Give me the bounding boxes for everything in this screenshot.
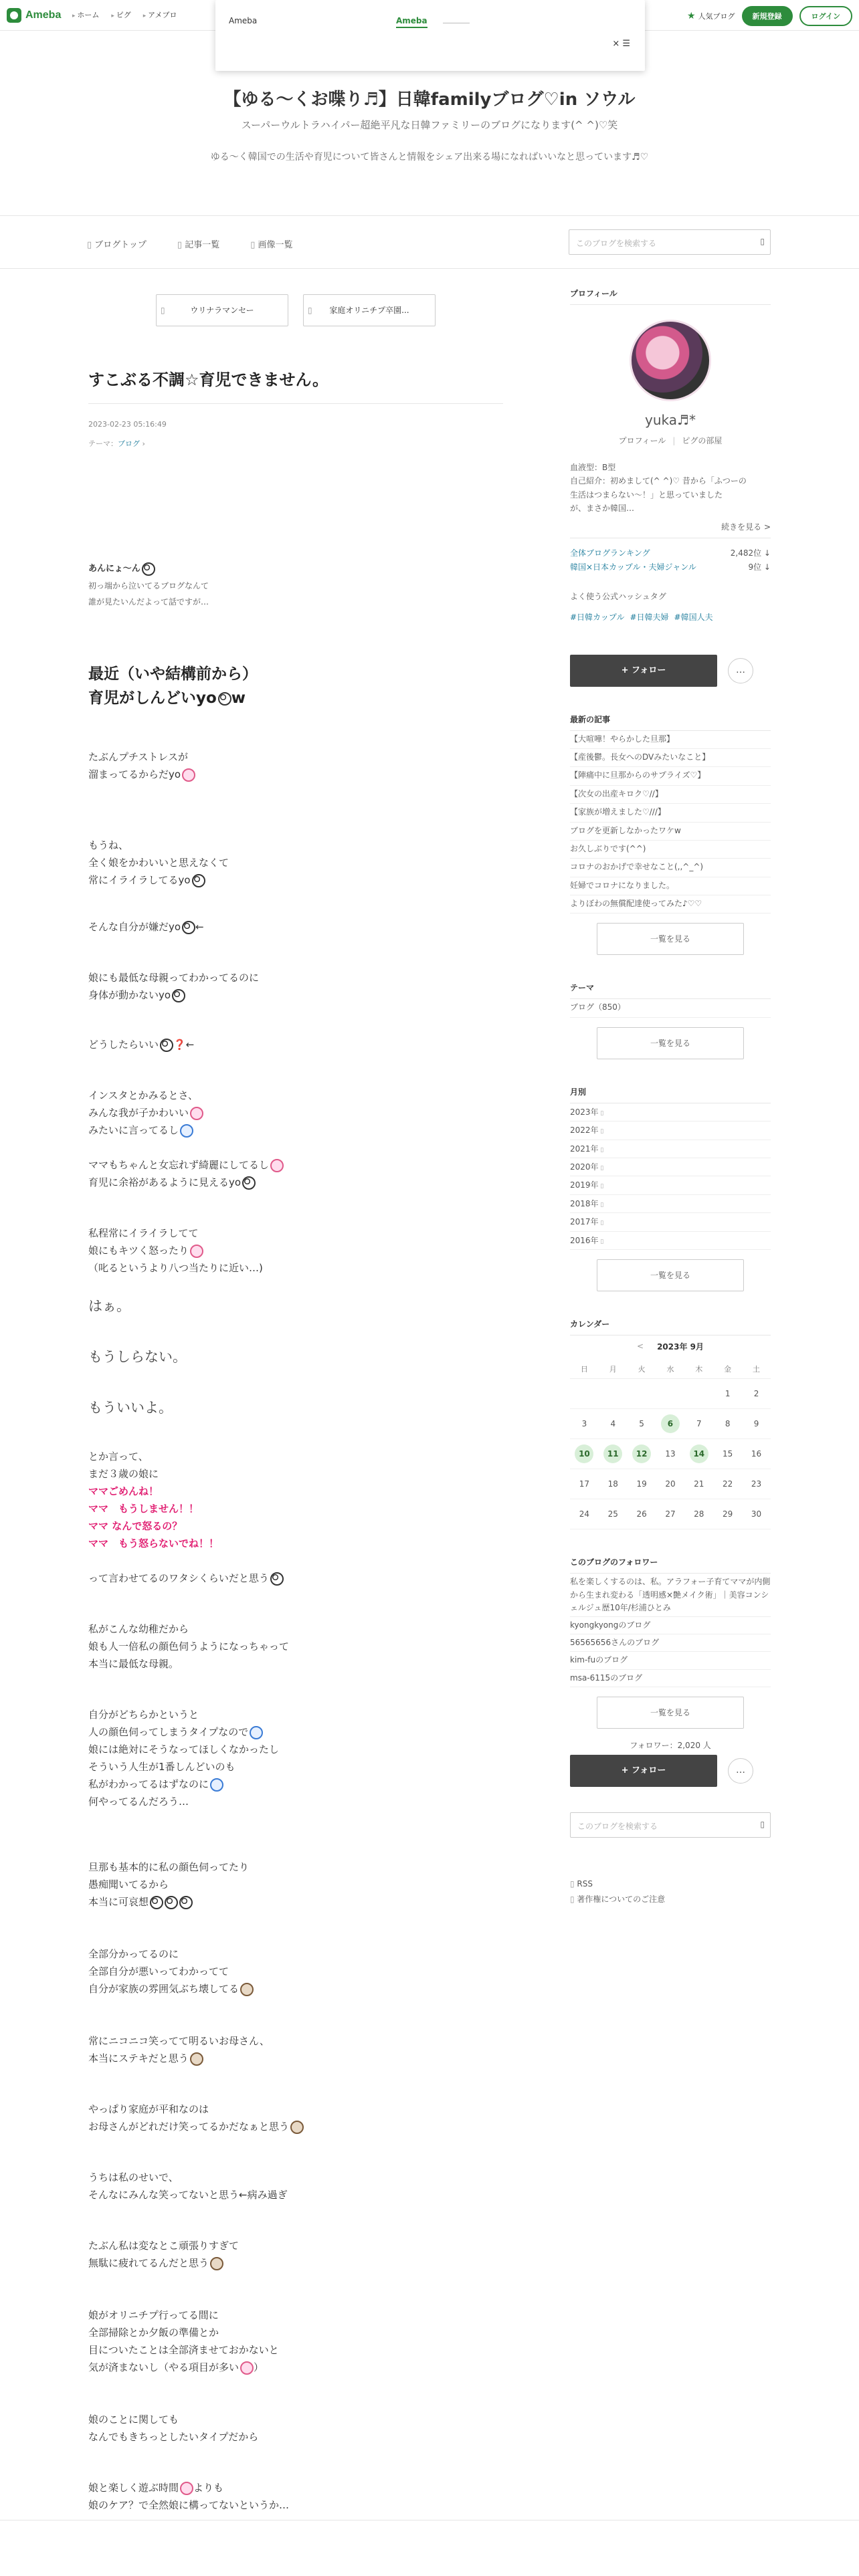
calendar-cell (684, 1409, 713, 1439)
line: 自分が家族の雰囲気ぶち壊してる (88, 1981, 254, 1998)
line: なんでもきちっとしたいタイプだから (88, 2431, 259, 2443)
calendar-cell (713, 1499, 742, 1529)
calendar-cell (628, 1439, 656, 1469)
calendar-day: 26 (636, 1509, 647, 1519)
logo-text: Ameba (25, 9, 62, 21)
month-item[interactable]: 2022年 ▯ (570, 1121, 771, 1140)
calendar-cell (570, 1439, 599, 1469)
smile-emoji-icon (142, 562, 155, 576)
calendar-heading: カレンダー (570, 1318, 771, 1335)
theme-section (570, 982, 771, 1059)
line: 自分がどちらかというと (88, 1709, 199, 1721)
popular-blog-link[interactable] (687, 11, 735, 21)
see-all-months-button[interactable]: 一覧を見る (597, 1259, 744, 1291)
profile-info: 血液型：B型 自己紹介：初めまして(^ ^)♡ 昔から「ふつーの 生活はつまらない〜！」と思っていました が、まさか韓国… (570, 463, 747, 514)
pigg-room-link[interactable]: ピグの部屋 (682, 436, 723, 445)
worried-emoji-icon (160, 1039, 173, 1052)
calendar-cell (684, 1379, 713, 1409)
calendar-day: 20 (665, 1479, 676, 1489)
line: 育児に余裕があるように見えるyo (88, 1174, 256, 1192)
calendar-day: 27 (665, 1509, 676, 1519)
line-large: もういいよ。 (88, 1400, 173, 1416)
calendar-cell (599, 1379, 628, 1409)
line: 本当に可哀想 (88, 1894, 193, 1911)
calendar-cell (570, 1409, 599, 1439)
sidebar (570, 288, 771, 1907)
blog-nav (0, 215, 859, 269)
line: 全部自分が悪いってわかってて (88, 1965, 229, 1977)
recent-entry-link[interactable]: 【産後鬱。長女へのDVみたいなこと】 (570, 749, 771, 767)
ameba-menu-popup (215, 0, 645, 71)
avatar[interactable] (630, 320, 711, 401)
month-item[interactable]: 2017年 ▯ (570, 1213, 771, 1231)
line: やっぱり家庭が平和なのは (88, 2103, 209, 2115)
profile-heading: プロフィール (570, 288, 771, 305)
line: みんな我が子かわいい (88, 1105, 203, 1122)
follower-blog-link[interactable]: 私を楽しくするのは、私。アラフォー子育てママが内側から生まれ変わる「透明感×艶メイク術」｜美容コンシェルジュ歴10年/杉浦ひとみ (570, 1574, 771, 1617)
calendar-day: 21 (694, 1479, 704, 1489)
calendar-cell (742, 1379, 771, 1409)
poop-emoji-icon (290, 2121, 304, 2134)
greeting: あんにょ〜ん (88, 562, 155, 576)
cry-emoji-icon (192, 874, 205, 887)
calendar-day: 4 (610, 1419, 616, 1429)
calendar-cell (656, 1439, 685, 1469)
calendar-day: 16 (751, 1449, 762, 1459)
calendar-cell (599, 1439, 628, 1469)
top-nav (72, 9, 177, 20)
calendar-cell (656, 1499, 685, 1529)
hashtag-link[interactable]: #日韓夫婦 (630, 612, 669, 622)
blog-subtitle: スーパーウルトラハイパー超絶平凡な日韓ファミリーのブログになります(^ ^)♡笑 (241, 119, 618, 131)
sad-emoji-icon (182, 921, 195, 934)
line: どうしたらいい ❓← (88, 1039, 195, 1051)
calendar-day: 28 (694, 1509, 704, 1519)
heading-2: 育児がしんどいyo w (88, 689, 246, 707)
recent-entry-link[interactable]: 【大喧嘩！やらかした旦那】 (570, 731, 771, 749)
calendar-cell (628, 1379, 656, 1409)
calendar-day: 25 (607, 1509, 618, 1519)
nav-entry-list[interactable]: ▯ 記事一覧 (177, 237, 219, 250)
signup-button[interactable]: 新規登録 (742, 6, 793, 26)
search-placeholder: このブログを検索する (576, 239, 657, 248)
pink-line: ママ なんで怒るの？ (88, 1520, 183, 1532)
follower-count: フォロワー：2,020 人 (630, 1740, 711, 1750)
calendar-day-with-entry[interactable]: 14 (690, 1444, 708, 1463)
calendar-day: 17 (579, 1479, 590, 1489)
line: 娘にもキツく怒ったり (88, 1243, 203, 1260)
poop-emoji-icon (240, 1983, 254, 1996)
calendar-day-with-entry[interactable]: 10 (575, 1444, 593, 1463)
ranking-overall[interactable]: 全体ブログランキング 2,482位 ↓ (570, 548, 771, 558)
line: 私程常にイライラしてて (88, 1227, 199, 1239)
calendar-cell (742, 1409, 771, 1439)
calendar-day: 13 (665, 1449, 676, 1459)
calendar-day: 19 (636, 1479, 647, 1489)
blog-search-input[interactable] (569, 229, 771, 255)
ameba-logo-icon (7, 8, 21, 23)
calendar-weekday: 土 (742, 1359, 771, 1379)
blog-description: ゆる〜く韓国での生活や育児について皆さんと情報をシェア出来る場になればいいなと思っています♬♡ (210, 152, 649, 163)
intro-2: 誰が見たいんだよって話ですが… (88, 597, 209, 607)
sweat-emoji-icon (180, 1124, 193, 1138)
line: 常にイライラしてるyo (88, 872, 205, 889)
blog-title[interactable]: 【ゆる〜くお喋り♬】日韓familyブログ♡in ソウル (223, 90, 636, 110)
header-actions (687, 6, 852, 26)
nav-home[interactable]: ▸ ホーム (72, 9, 99, 20)
nav-blog-top[interactable]: ▯ ブログトップ (87, 237, 147, 250)
month-item[interactable]: 2016年 ▯ (570, 1232, 771, 1250)
star-icon: ★ (686, 11, 696, 21)
calendar-day-with-entry[interactable]: 12 (632, 1444, 651, 1463)
line: 本当に最低な母親。 (88, 1658, 179, 1670)
popup-close-icon[interactable]: × ☰ (612, 39, 630, 49)
recent-entry-link[interactable]: ブログを更新しなかったワケw (570, 823, 771, 841)
calendar-weekday: 水 (656, 1359, 685, 1379)
line: たぶんプチストレスが (88, 751, 188, 763)
calendar-cell (742, 1469, 771, 1499)
calendar (570, 1318, 771, 1530)
calendar-cell (599, 1499, 628, 1529)
calendar-cell (713, 1439, 742, 1469)
hashtag-link[interactable]: #日韓カップル (570, 612, 625, 622)
heart-emoji-icon (190, 1107, 203, 1120)
theme-link[interactable]: ブログ (118, 439, 140, 448)
search-icon[interactable]: ▯ (760, 237, 765, 246)
calendar-day: 30 (751, 1509, 762, 1519)
recent-entries (570, 714, 771, 956)
copyright-link[interactable]: ▯ 著作権についてのご注意 (570, 1892, 771, 1907)
calendar-weekday: 金 (713, 1359, 742, 1379)
calendar-weekday: 日 (570, 1359, 599, 1379)
line: そんなにみんな笑ってないと思う←病み過ぎ (88, 2189, 288, 2201)
calendar-cell (570, 1469, 599, 1499)
popular-blog-label: 人気ブログ (698, 12, 735, 21)
prev-entry-button[interactable]: ▯ ウリナラマンセー (156, 294, 288, 326)
calendar-cell (628, 1469, 656, 1499)
cry-emoji-icon (150, 1896, 163, 1909)
follower-blog-link[interactable]: 56565656さんのブログ (570, 1634, 771, 1652)
calendar-cell (656, 1409, 685, 1439)
follower-blog-link[interactable]: kyongkyongのブログ (570, 1617, 771, 1634)
nav-pigg[interactable]: ▸ ピグ (111, 9, 130, 20)
line: みたいに言ってるし (88, 1122, 193, 1140)
month-item[interactable]: 2021年 ▯ (570, 1140, 771, 1158)
calendar-day: 29 (723, 1509, 733, 1519)
month-section (570, 1086, 771, 1291)
line: 何やってるんだろう… (88, 1796, 189, 1808)
recent-heading: 最新の記事 (570, 714, 771, 731)
line: 娘にも最低な母親ってわかってるのに (88, 972, 260, 984)
line: って言わせてるのワタシくらいだと思う (88, 1570, 284, 1588)
calendar-cell (742, 1499, 771, 1529)
calendar-prev-button[interactable]: < (637, 1341, 644, 1352)
profile-link[interactable]: プロフィール (618, 436, 666, 445)
lipstick-emoji-icon (270, 1159, 284, 1172)
line: とか言って、 (88, 1451, 149, 1463)
profile-links: プロフィール | ピグの部屋 (618, 436, 723, 445)
calendar-day: 5 (639, 1419, 644, 1429)
recent-entry-link[interactable]: よりぼわの無償配達使ってみた♪♡♡ (570, 895, 771, 914)
recent-entry-link[interactable]: 【家族が増えました♡///】 (570, 804, 771, 822)
line: たぶん私は変なとこ頑張りすぎて (88, 2240, 240, 2252)
login-button[interactable]: ログイン (799, 6, 852, 26)
entry-main (88, 289, 503, 449)
month-item[interactable]: 2019年 ▯ (570, 1176, 771, 1194)
month-heading: 月別 (570, 1086, 771, 1103)
follower-section (570, 1556, 771, 1786)
cry-emoji-icon (179, 1896, 193, 1909)
see-all-themes-button[interactable]: 一覧を見る (597, 1027, 744, 1059)
calendar-cell (656, 1469, 685, 1499)
calendar-day: 9 (753, 1419, 759, 1429)
line: 娘も人一倍私の顔色伺うようになっちゃって (88, 1640, 290, 1652)
line: 愚痴聞いてるから (88, 1879, 169, 1891)
line: 身体が動かないyo (88, 987, 185, 1004)
calendar-cell (684, 1439, 713, 1469)
nav-image-list[interactable]: ▯ 画像一覧 (250, 237, 292, 250)
calendar-week (570, 1469, 771, 1499)
theme-label: テーマ： (88, 439, 118, 448)
drop-emoji-icon (250, 1726, 263, 1739)
calendar-day-with-entry[interactable]: 6 (661, 1414, 680, 1433)
line: （叱るというより八つ当たりに近い…) (88, 1262, 263, 1274)
calendar-day: 1 (725, 1389, 731, 1399)
calendar-header (570, 1341, 771, 1352)
month-item[interactable]: 2020年 ▯ (570, 1158, 771, 1176)
month-item[interactable]: 2023年 ▯ (570, 1103, 771, 1121)
calendar-day: 18 (607, 1479, 618, 1489)
popup-tab-ameba[interactable]: Ameba (396, 16, 427, 28)
recent-entry-link[interactable]: 【次女の出産キロク♡//】 (570, 786, 771, 804)
tired-emoji-icon (172, 989, 185, 1002)
footer-links (570, 1876, 771, 1907)
line: 全く娘をかわいいと思えなくて (88, 857, 229, 869)
hashtag-heading: よく使う公式ハッシュタグ (570, 591, 666, 601)
calendar-day: 23 (751, 1479, 762, 1489)
poop-emoji-icon (190, 2052, 203, 2066)
calendar-cell (570, 1379, 599, 1409)
line: お母さんがどれだけ笑ってるかだなぁと思う (88, 2119, 304, 2136)
calendar-cell (570, 1499, 599, 1529)
calendar-cell (713, 1379, 742, 1409)
line: 無駄に疲れてるんだと思う (88, 2255, 223, 2272)
line: インスタとかみるとさ、 (88, 1089, 198, 1101)
pink-line: ママ もう怒らないでね！！ (88, 1537, 219, 1549)
calendar-day: 22 (723, 1479, 733, 1489)
entry-pager (88, 294, 503, 326)
face-emoji-icon (242, 1176, 256, 1190)
calendar-day: 2 (753, 1389, 759, 1399)
entry-theme: テーマ：ブログ › (88, 439, 145, 448)
calendar-cell (599, 1409, 628, 1439)
poop-emoji-icon (210, 2257, 223, 2270)
popup-label: Ameba (229, 16, 258, 25)
month-item[interactable]: 2018年 ▯ (570, 1195, 771, 1213)
follow-row (570, 655, 771, 687)
calendar-cell (628, 1409, 656, 1439)
search-icon[interactable]: ▯ (760, 1819, 765, 1829)
recent-entry-link[interactable]: コロナのおかげで幸せなこと(,,^_^) (570, 859, 771, 877)
follower-heading: このブログのフォロワー (570, 1556, 771, 1574)
calendar-cell (684, 1469, 713, 1499)
line: うちは私のせいで、 (88, 2171, 179, 2183)
more-options-button[interactable]: … (728, 658, 753, 683)
calendar-day: 8 (725, 1419, 731, 1429)
line: 娘のことに関しても (88, 2413, 179, 2426)
line: 全部掃除とか夕飯の準備とか (88, 2327, 219, 2339)
calendar-cell (713, 1469, 742, 1499)
line-large: もうしらない。 (88, 1349, 187, 1365)
rss-link[interactable]: ▯ RSS (570, 1876, 771, 1892)
follow-row-bottom (570, 1755, 771, 1787)
hashtag-link[interactable]: #韓国人夫 (674, 612, 713, 622)
line: 旦那も基本的に私の顔色伺ってたり (88, 1861, 250, 1873)
calendar-cell (628, 1499, 656, 1529)
ranking-genre[interactable]: 韓国×日本カップル・夫婦ジャンル 9位 ↓ (570, 562, 771, 572)
calendar-title: 2023年 9月 (657, 1341, 704, 1352)
anger-emoji-icon (190, 1245, 203, 1258)
follow-button[interactable]: + フォロー (570, 655, 717, 687)
face-emoji-icon (270, 1572, 284, 1586)
calendar-day: 15 (723, 1449, 733, 1459)
entry-title: すこぶる不調☆育児できません。 (88, 366, 503, 404)
pink-line: ママごめんね！ (88, 1485, 159, 1497)
search-placeholder: このブログを検索する (577, 1821, 658, 1831)
calendar-weekday: 月 (599, 1359, 628, 1379)
next-entry-button[interactable]: ▯ 家庭オリニチプ卒園... (303, 294, 436, 326)
line: 気が済まないし（やる項目が多い ） (88, 2361, 264, 2373)
more-options-button[interactable]: … (728, 1758, 753, 1784)
calendar-cell (684, 1499, 713, 1529)
calendar-grid (570, 1359, 771, 1530)
theme-heading: テーマ (570, 982, 771, 999)
see-all-entries-button[interactable]: 一覧を見る (597, 923, 744, 955)
heart-emoji-icon (180, 2482, 193, 2495)
calendar-day-with-entry[interactable]: 11 (603, 1444, 622, 1463)
angry-emoji-icon (182, 768, 195, 782)
line: そういう人生が1番しんどいのも (88, 1761, 235, 1773)
line: 全部分かってるのに (88, 1948, 179, 1960)
nav-ameblo[interactable]: ▸ アメブロ (143, 9, 177, 20)
calendar-day: 24 (579, 1509, 590, 1519)
calendar-week (570, 1409, 771, 1439)
calendar-week (570, 1499, 771, 1529)
calendar-week (570, 1439, 771, 1469)
line: まだ３歳の娘に (88, 1468, 159, 1480)
line: 娘と楽しく遊ぶ時間 よりも (88, 2482, 224, 2494)
calendar-weekday: 木 (684, 1359, 713, 1379)
hashtag-list (570, 611, 771, 623)
line-large: はぁ。 (88, 1298, 130, 1314)
entry-date: 2023-02-23 05:16:49 (88, 420, 167, 429)
line: ママもちゃんと女忘れず綺麗にしてるし (88, 1157, 284, 1174)
line: そんな自分が嫌だyo ← (88, 921, 204, 933)
line: 本当にステキだと思う (88, 2050, 203, 2068)
cry-emoji-icon (165, 1896, 178, 1909)
calendar-cell (713, 1409, 742, 1439)
line: 娘のケア？で全然娘に構ってないというか… (88, 2499, 290, 2511)
profile-name[interactable]: yuka♬* (645, 412, 696, 428)
recent-entry-link[interactable]: お久しぶりです(^^) (570, 841, 771, 859)
line: 溜まってるからだyo (88, 766, 195, 784)
line: 娘がオリニチプ行ってる間に (88, 2309, 219, 2321)
heading-1: 最近（いや結構前から） (88, 665, 258, 683)
anger-emoji-icon (240, 2361, 254, 2375)
line: もうね、 (88, 839, 129, 851)
recent-entry-link[interactable]: 【陣痛中に旦那からのサプライズ♡】 (570, 767, 771, 785)
line: 娘には絶対にそうなってほしくなかったし (88, 1743, 280, 1755)
follow-button[interactable]: + フォロー (570, 1755, 717, 1787)
line: 目についたことは全部済ませておかないと (88, 2344, 279, 2356)
sweat-emoji-icon (210, 1778, 223, 1792)
recent-entry-link[interactable]: 妊婦でコロナになりました。 (570, 877, 771, 895)
pink-line: ママ もうしません！！ (88, 1503, 199, 1515)
intro-1: 初っ端から泣いてるブログなんて (88, 581, 209, 591)
calendar-weekday: 火 (628, 1359, 656, 1379)
calendar-week (570, 1379, 771, 1409)
ameba-logo[interactable] (7, 7, 61, 24)
calendar-day: 3 (581, 1419, 587, 1429)
theme-item[interactable]: ブログ（850） (570, 999, 771, 1017)
line: 人の顔色伺ってしまうタイプなので (88, 1724, 263, 1741)
face-emoji-icon (218, 692, 231, 706)
calendar-day: 7 (696, 1419, 702, 1429)
follower-blog-link[interactable]: msa-6115のブログ (570, 1670, 771, 1687)
follower-blog-link[interactable]: kim-fuのブログ (570, 1652, 771, 1669)
see-all-followers-button[interactable]: 一覧を見る (597, 1697, 744, 1729)
line: 常にニコニコ笑ってて明るいお母さん、 (88, 2035, 270, 2047)
sidebar-search-input[interactable] (570, 1812, 771, 1838)
calendar-cell (656, 1379, 685, 1409)
line: 私がわかってるはずなのに (88, 1776, 223, 1794)
calendar-cell (599, 1469, 628, 1499)
calendar-cell (742, 1439, 771, 1469)
line: 私がこんな幼稚だから (88, 1623, 189, 1635)
profile-more-link[interactable]: 続きを見る > (570, 521, 771, 538)
